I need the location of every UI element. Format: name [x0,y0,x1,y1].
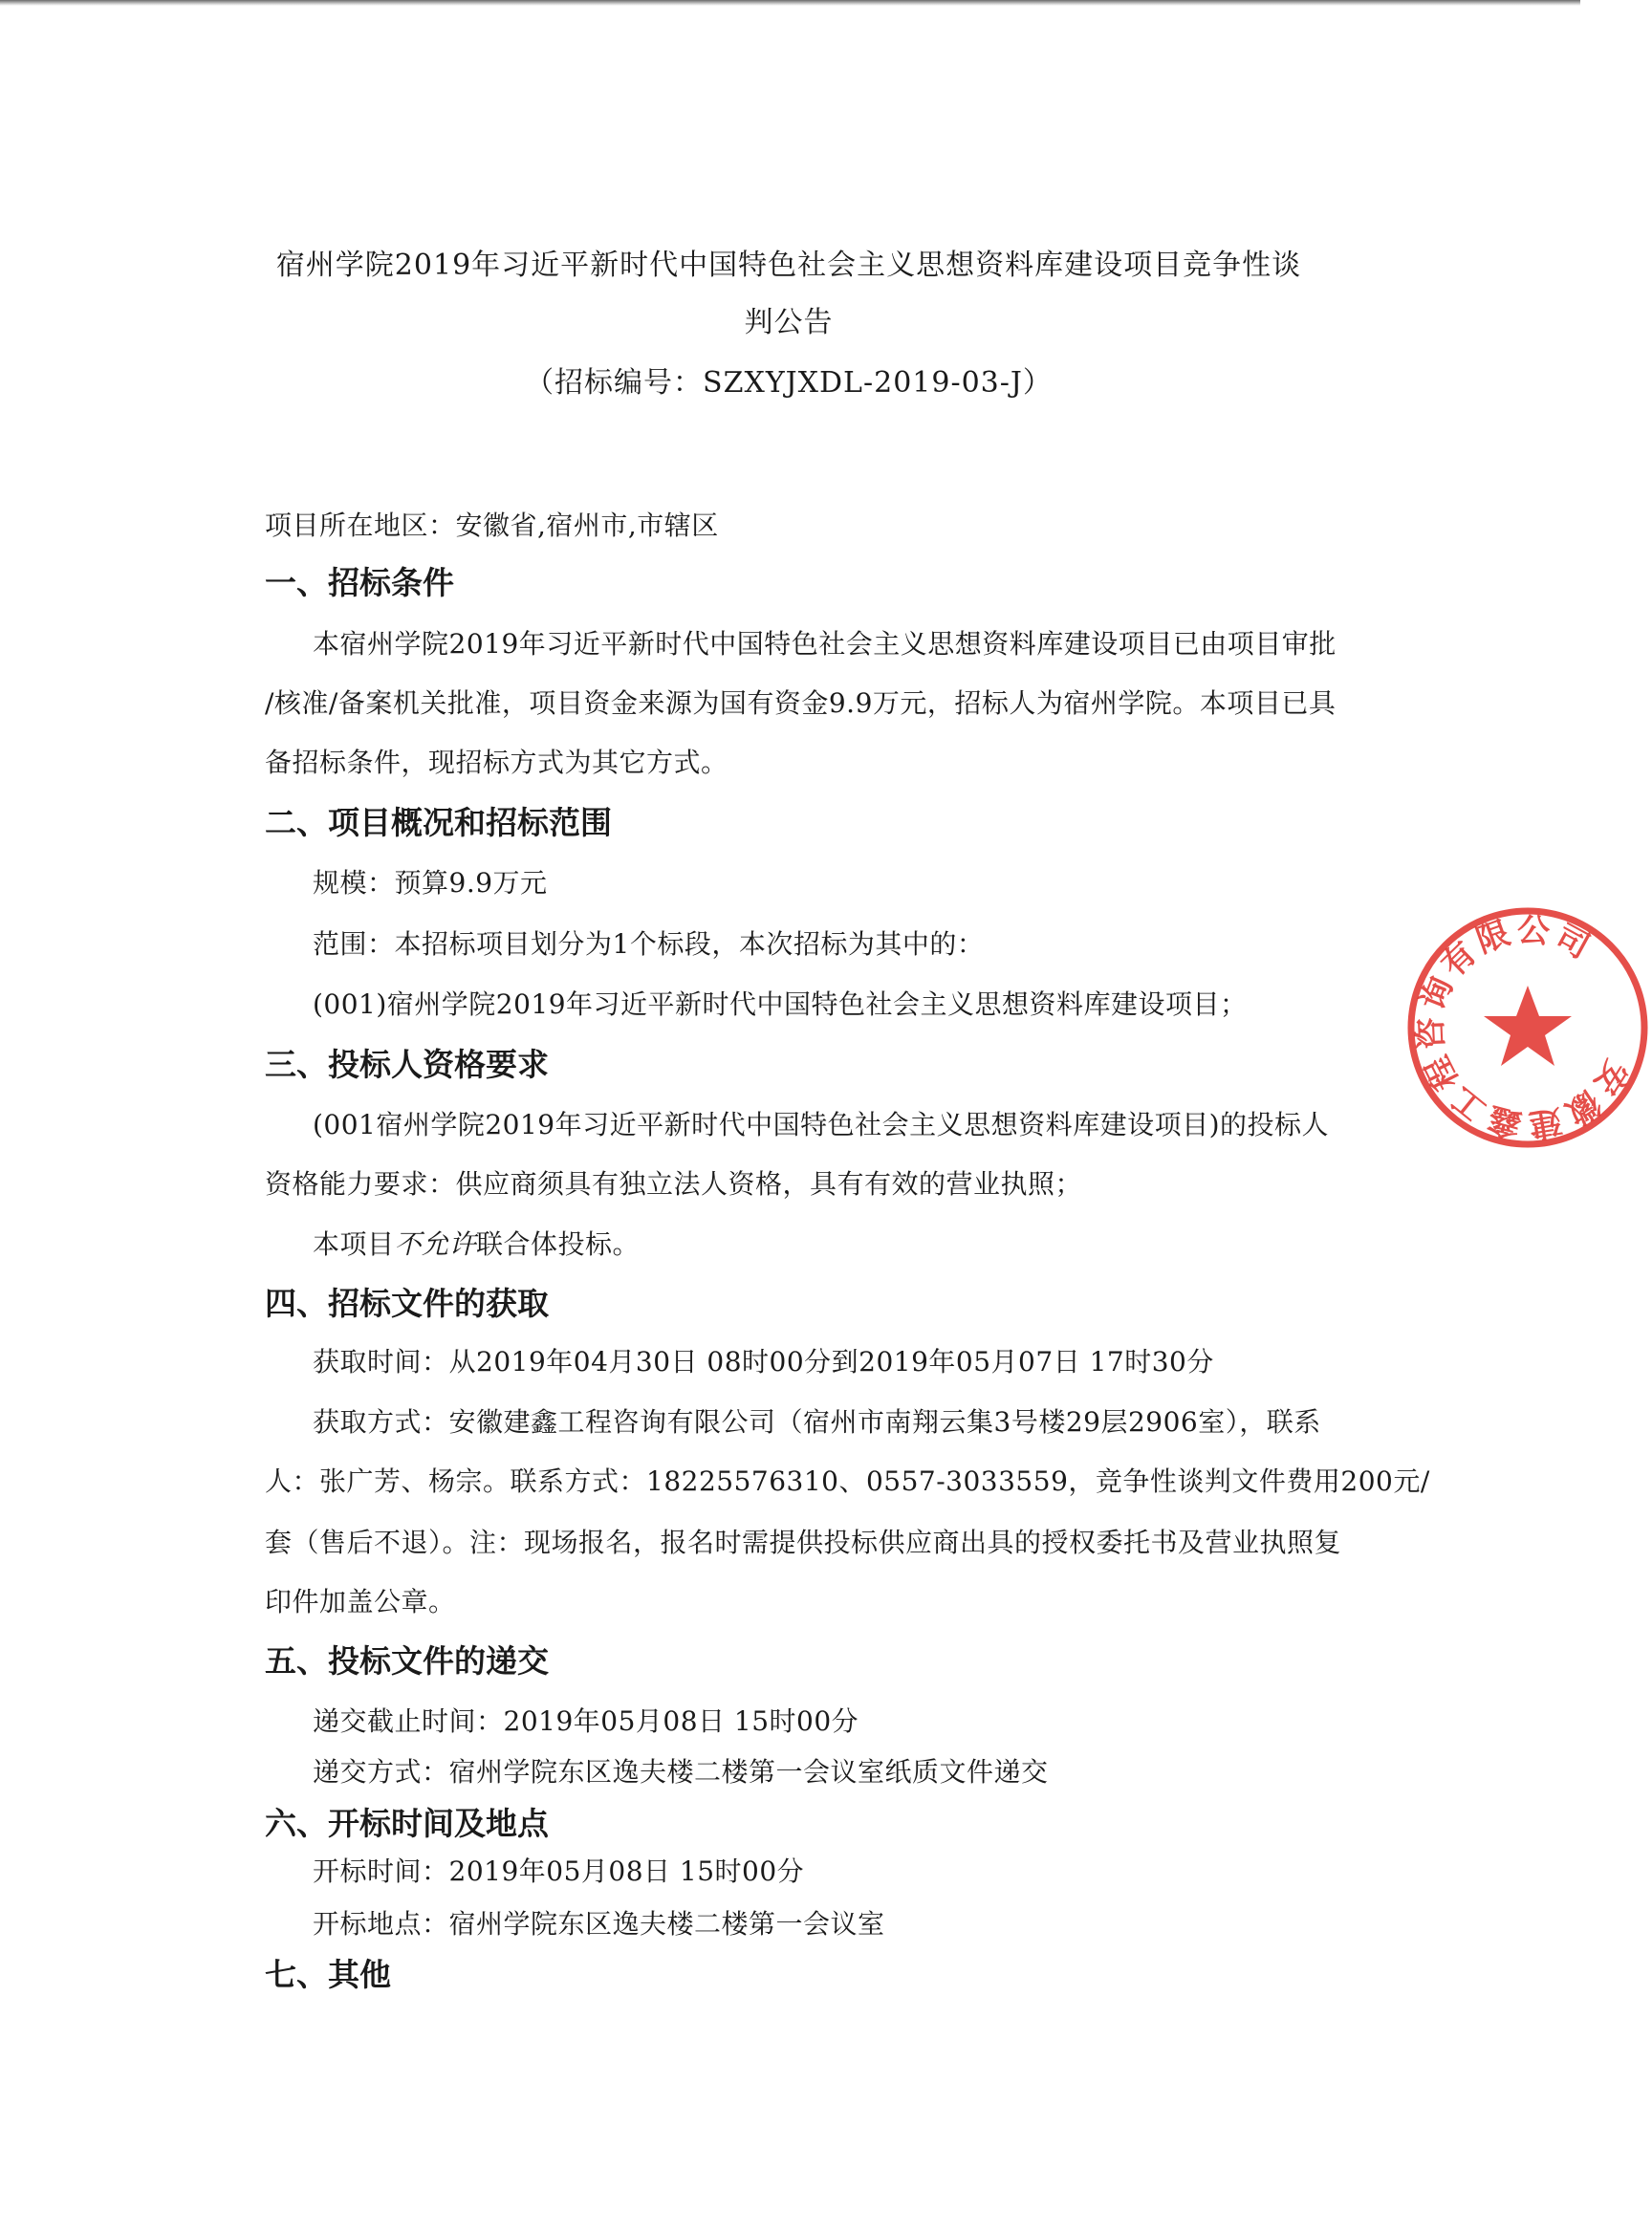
section-6-heading: 六、开标时间及地点 [265,1805,549,1842]
seal-star-icon [1484,986,1572,1066]
submit-method: 递交方式：宿州学院东区逸夫楼二楼第一会议室纸质文件递交 [313,1756,1049,1788]
opening-place: 开标地点：宿州学院东区逸夫楼二楼第一会议室 [313,1908,885,1940]
consortium-note-c: 联合体投标。 [476,1228,641,1260]
section-1-para-line1: 本宿州学院2019年习近平新时代中国特色社会主义思想资料库建设项目已由项目审批 [313,628,1337,660]
acquire-time: 获取时间：从2019年04月30日 08时00分到2019年05月07日 17时30分 [313,1346,1214,1378]
budget-scale: 规模：预算9.9万元 [313,867,548,899]
section-2-heading: 二、项目概况和招标范围 [265,804,612,841]
section-5-heading: 五、投标文件的递交 [265,1642,549,1680]
section-3-para-line1: (001宿州学院2019年习近平新时代中国特色社会主义思想资料库建设项目)的投标人 [313,1109,1330,1140]
doc-title-line2: 判公告 [744,306,834,339]
doc-title-line1: 宿州学院2019年习近平新时代中国特色社会主义思想资料库建设项目竞争性谈 [275,249,1302,282]
section-1-para-line3: 备招标条件，现招标方式为其它方式。 [265,747,728,778]
company-seal [1403,903,1652,1152]
acquire-method-line2: 人：张广芳、杨宗。联系方式：18225576310、0557-3033559，竞争性谈判文件费用200元/ [265,1465,1430,1497]
acquire-method-line4: 印件加盖公章。 [265,1586,456,1617]
bid-range: 范围：本招标项目划分为1个标段，本次招标为其中的： [313,928,985,960]
project-region: 项目所在地区：安徽省,宿州市,市辖区 [265,510,719,541]
section-1-para-line2: /核准/备案机关批准，项目资金来源为国有资金9.9万元，招标人为宿州学院。本项目已具 [265,687,1337,719]
consortium-note [313,1224,640,1262]
section-1-heading: 一、招标条件 [265,564,454,601]
acquire-method-line1: 获取方式：安徽建鑫工程咨询有限公司（宿州市南翔云集3号楼29层2906室），联系 [313,1406,1321,1438]
seal-text: 安徽建鑫工程咨询有限公司 [1411,910,1636,1145]
consortium-note-a: 本项目 [313,1228,395,1260]
submit-deadline: 递交截止时间：2019年05月08日 15时00分 [313,1705,859,1737]
bid-lot: (001)宿州学院2019年习近平新时代中国特色社会主义思想资料库建设项目； [313,988,1248,1020]
opening-time: 开标时间：2019年05月08日 15时00分 [313,1855,805,1887]
section-4-heading: 四、招标文件的获取 [265,1285,549,1322]
section-3-heading: 三、投标人资格要求 [265,1046,549,1083]
section-7-heading: 七、其他 [265,1956,391,1993]
section-3-para-line2: 资格能力要求：供应商须具有独立法人资格，具有有效的营业执照； [265,1168,1083,1200]
acquire-method-line3: 套（售后不退）。注：现场报名，报名时需提供投标供应商出具的授权委托书及营业执照复 [265,1527,1342,1558]
consortium-note-emphasis: 不允许 [394,1228,477,1260]
bid-number: （招标编号：SZXYJXDL-2019-03-J） [525,366,1053,400]
